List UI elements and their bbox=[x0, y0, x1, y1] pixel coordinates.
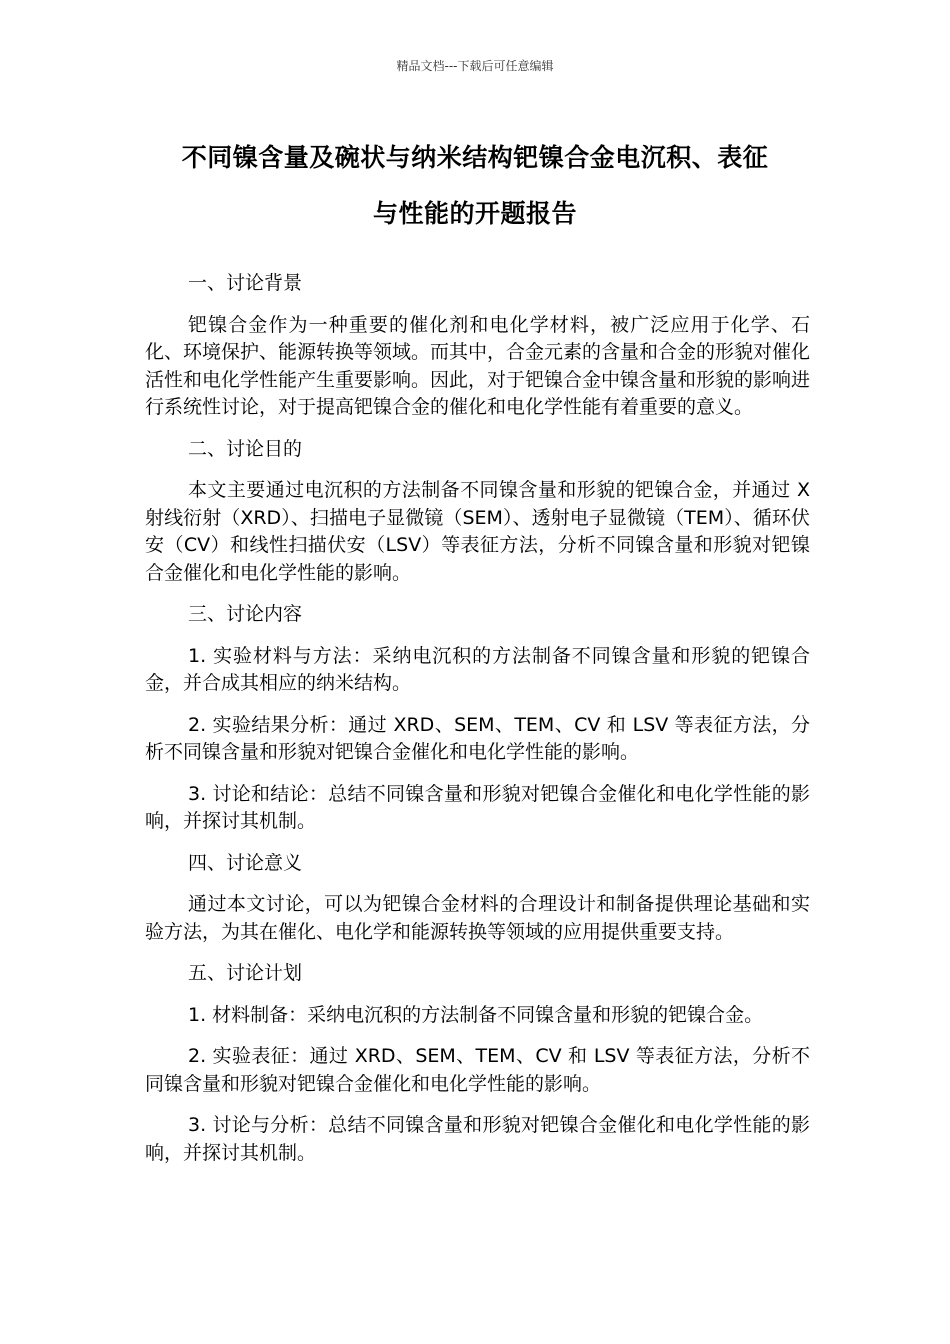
paragraph-content-2: 2. 实验结果分析：通过 XRD、SEM、TEM、CV 和 LSV 等表征方法，分析不同镍含量和形貌对钯镍合金催化和电化学性能的影响。 bbox=[145, 713, 810, 763]
paragraph-content-1: 1. 实验材料与方法：采纳电沉积的方法制备不同镍含量和形貌的钯镍合金，并合成其相应的纳米结构。 bbox=[145, 644, 810, 694]
section-heading-purpose: 二、讨论目的 bbox=[188, 437, 303, 460]
section-heading-significance: 四、讨论意义 bbox=[188, 851, 303, 874]
paragraph-purpose: 本文主要通过电沉积的方法制备不同镍含量和形貌的钯镍合金，并通过 X 射线衍射（XRD）、扫描电子显微镜（SEM）、透射电子显微镜（TEM）、循环伏安（CV）和线性扫描伏安（LSV）等表征方法，分析不同镍含量和形貌对钯镍合金催化和电化学性能的影响。 bbox=[145, 479, 810, 584]
paragraph-significance: 通过本文讨论，可以为钯镍合金材料的合理设计和制备提供理论基础和实验方法，为其在催化、电化学和能源转换等领域的应用提供重要支持。 bbox=[145, 893, 810, 943]
paragraph-plan-3: 3. 讨论与分析：总结不同镍含量和形貌对钯镍合金催化和电化学性能的影响，并探讨其机制。 bbox=[145, 1114, 810, 1164]
header-note: 精品文档---下载后可任意编辑 bbox=[396, 59, 554, 73]
paragraph-background: 钯镍合金作为一种重要的催化剂和电化学材料，被广泛应用于化学、石化、环境保护、能源转换等领域。而其中，合金元素的含量和合金的形貌对催化活性和电化学性能产生重要影响。因此，对于钯镍合金中镍含量和形貌的影响进行系统性讨论，对于提高钯镍合金的催化和电化学性能有着重要的意义。 bbox=[145, 313, 811, 418]
section-heading-background: 一、讨论背景 bbox=[188, 272, 303, 294]
title-line-1: 不同镍含量及碗状与纳米结构钯镍合金电沉积、表征 bbox=[181, 143, 769, 172]
paragraph-content-3: 3. 讨论和结论：总结不同镍含量和形貌对钯镍合金催化和电化学性能的影响，并探讨其机制。 bbox=[145, 782, 810, 832]
section-heading-plan: 五、讨论计划 bbox=[188, 962, 303, 984]
paragraph-plan-1: 1. 材料制备：采纳电沉积的方法制备不同镍含量和形貌的钯镍合金。 bbox=[188, 1003, 764, 1026]
paragraph-plan-2: 2. 实验表征：通过 XRD、SEM、TEM、CV 和 LSV 等表征方法，分析不同镍含量和形貌对钯镍合金催化和电化学性能的影响。 bbox=[145, 1045, 810, 1095]
section-heading-content: 三、讨论内容 bbox=[188, 603, 303, 625]
page-title bbox=[140, 130, 810, 242]
title-line-2: 与性能的开题报告 bbox=[372, 199, 577, 228]
document-body bbox=[145, 270, 810, 1181]
